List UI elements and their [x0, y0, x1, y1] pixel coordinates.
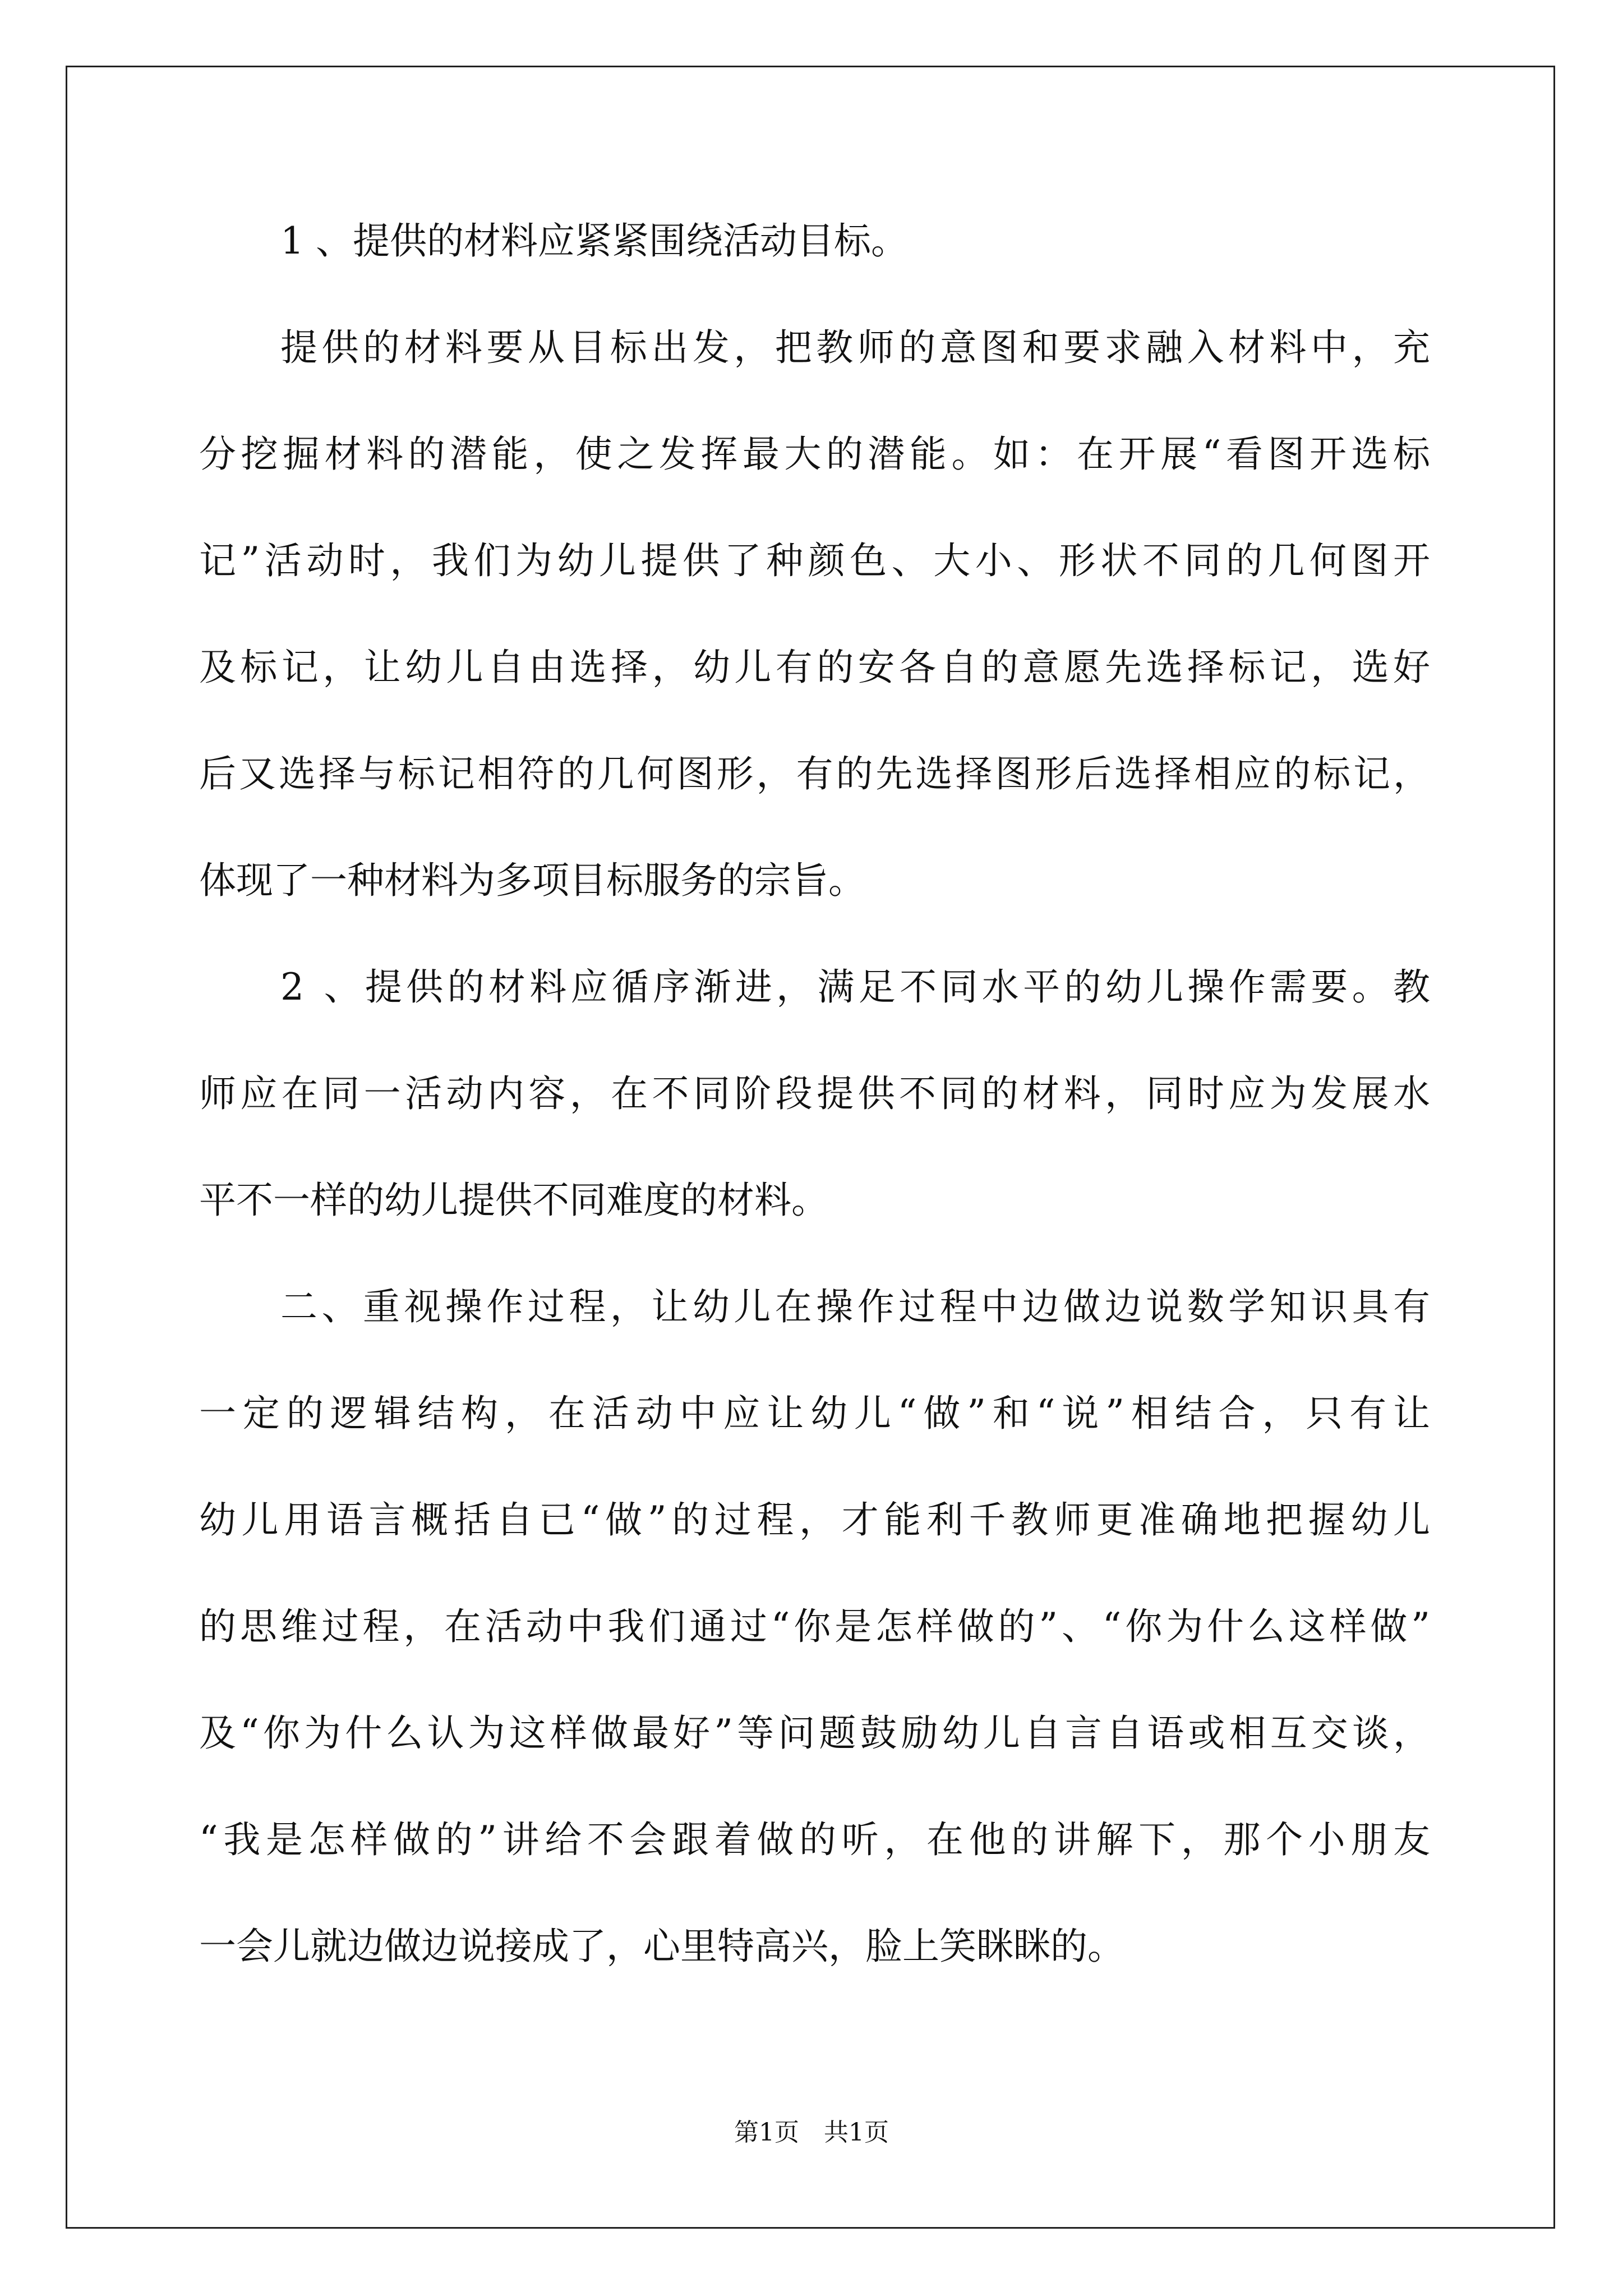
text-line: 体现了一种材料为多项目标服务的宗旨。 [199, 859, 865, 902]
text-line: 的思维过程，在活动中我们通过“你是怎样做的”、“你为什么这样做” [199, 1605, 1434, 1648]
text-line: 及“你为什么认为这样做最好”等问题鼓励幼儿自言自语或相互交谈， [199, 1711, 1435, 1755]
text-line: 一会儿就边做边说接成了，心里特高兴，脸上笑眯眯的。 [199, 1925, 1124, 1968]
text-line: 平不一样的幼儿提供不同难度的材料。 [199, 1179, 828, 1222]
text-line: 分挖掘材料的潜能，使之发挥最大的潜能。如：在开展“看图开选标 [199, 432, 1435, 476]
text-line: 提供的材料要从目标出发，把教师的意图和要求融入材料中，充 [280, 326, 1435, 369]
text-line: 1 、提供的材料应紧紧围绕活动目标。 [280, 219, 908, 263]
text-line: 幼儿用语言概括自已“做”的过程，才能利千教师更准确地把握幼儿 [199, 1498, 1436, 1542]
text-line: 后又选择与标记相符的几何图形，有的先选择图形后选择相应的标记， [199, 752, 1433, 795]
page-footer: 第1页 共1页 [734, 2118, 889, 2147]
text-line: 二、重视操作过程，让幼儿在操作过程中边做边说数学知识具有 [280, 1285, 1435, 1328]
text-line: 记”活动时，我们为幼儿提供了种颜色、大小、形状不同的几何图开 [199, 539, 1435, 582]
text-line: 师应在同一活动内容，在不同阶段提供不同的材料，同时应为发展水 [199, 1072, 1435, 1115]
text-line: 一定的逻辑结构，在活动中应让幼儿“做”和“说”相结合，只有让 [199, 1392, 1437, 1435]
text-line: “我是怎样做的”讲给不会跟着做的听，在他的讲解下，那个小朋友 [199, 1818, 1436, 1861]
page-border [66, 66, 1555, 2229]
text-line: 及标记，让幼儿自由选择，幼儿有的安各自的意愿先选择标记，选好 [199, 646, 1435, 689]
text-line: 2 、提供的材料应循序渐进，满足不同水平的幼儿操作需要。教 [280, 965, 1435, 1009]
